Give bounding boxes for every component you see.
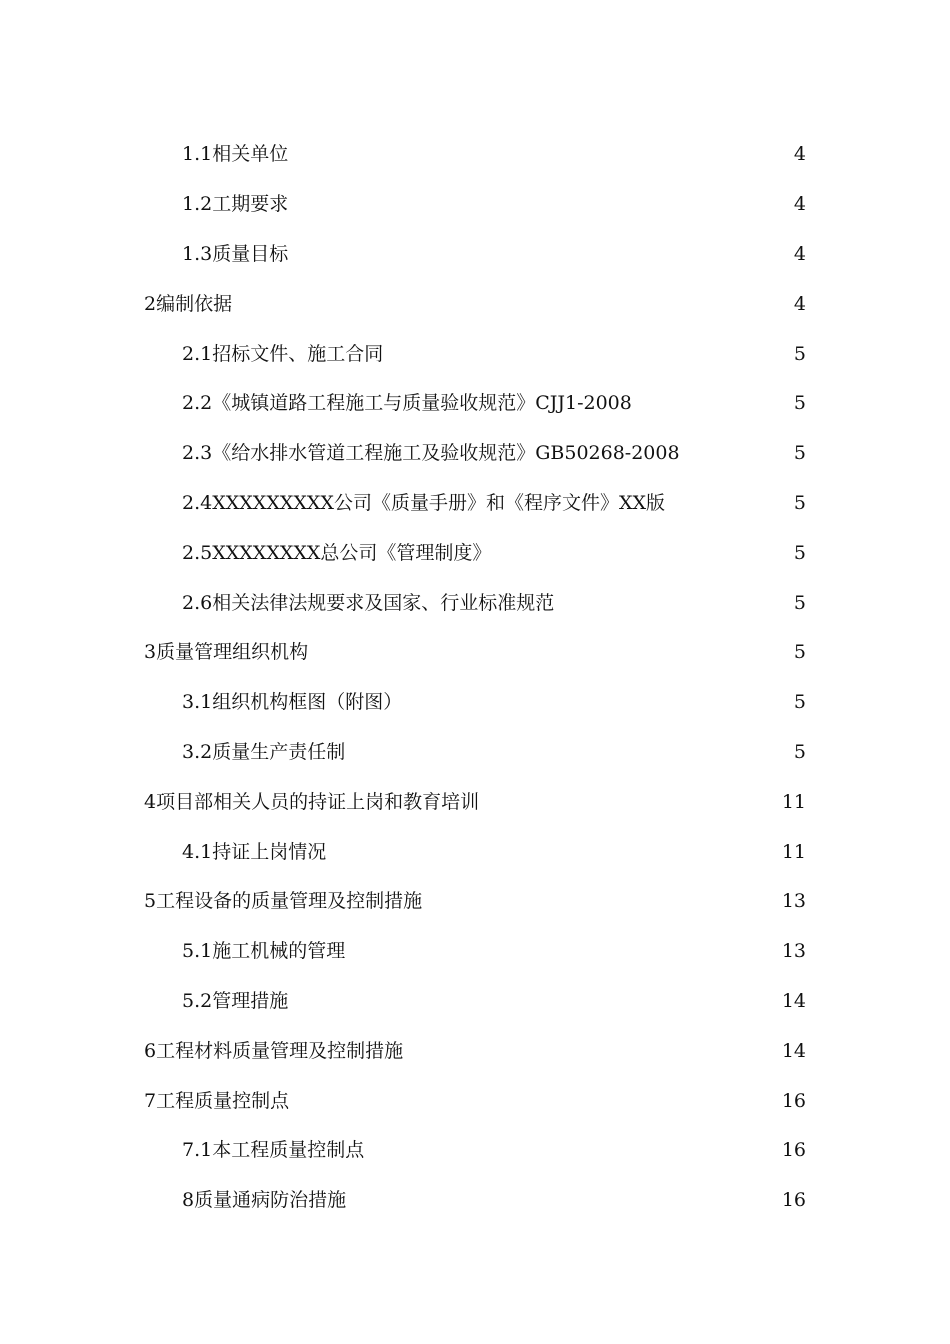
toc-entry[interactable] (0, 578, 950, 628)
toc-entry[interactable] (0, 1076, 950, 1126)
toc-entry-page-number: 5 (793, 342, 806, 365)
toc-entry[interactable] (0, 329, 950, 379)
toc-dot-leader (291, 145, 792, 164)
toc-entry[interactable] (0, 1026, 950, 1076)
toc-entry-page-number: 14 (781, 1039, 806, 1062)
toc-entry-page-number: 5 (793, 541, 806, 564)
toc-entry-title: 1.2工期要求 (182, 193, 289, 216)
toc-entry-title: 2编制依据 (144, 292, 233, 315)
toc-dot-leader (235, 295, 792, 314)
toc-dot-leader (311, 643, 792, 662)
toc-entry-page-number: 5 (793, 392, 806, 415)
toc-entry[interactable] (0, 528, 950, 578)
toc-entry-page-number: 13 (781, 890, 806, 913)
toc-entry-page-number: 11 (781, 790, 806, 813)
toc-entry[interactable] (0, 379, 950, 429)
toc-entry-title: 3.1组织机构框图（附图） (182, 691, 403, 714)
toc-entry[interactable] (0, 1126, 950, 1176)
toc-entry-title: 5工程设备的质量管理及控制措施 (144, 890, 423, 913)
toc-entry-title: 2.5XXXXXXXX总公司《管理制度》 (182, 541, 492, 564)
toc-entry[interactable] (0, 1176, 950, 1226)
toc-entry-page-number: 5 (793, 740, 806, 763)
toc-dot-leader (348, 743, 792, 762)
toc-entry-page-number: 11 (781, 840, 806, 863)
toc-entry-title: 5.1施工机械的管理 (182, 940, 346, 963)
toc-entry-title: 8质量通病防治措施 (182, 1189, 347, 1212)
toc-entry-title: 4项目部相关人员的持证上岗和教育培训 (144, 790, 480, 813)
toc-entry-title: 2.2《城镇道路工程施工与质量验收规范》CJJ1-2008 (182, 392, 632, 415)
toc-entry-page-number: 16 (781, 1139, 806, 1162)
toc-entry-page-number: 16 (781, 1089, 806, 1112)
toc-entry-title: 2.1招标文件、施工合同 (182, 342, 384, 365)
toc-entry-title: 2.4XXXXXXXXX公司《质量手册》和《程序文件》XX版 (182, 491, 666, 514)
toc-dot-leader (291, 245, 792, 264)
toc-dot-leader (635, 394, 792, 413)
toc-entry-page-number: 4 (793, 242, 806, 265)
toc-entry-title: 1.1相关单位 (182, 143, 289, 166)
toc-entry-title: 7.1本工程质量控制点 (182, 1139, 365, 1162)
toc-entry-page-number: 14 (781, 989, 806, 1012)
toc-entry[interactable] (0, 728, 950, 778)
toc-entry-page-number: 16 (781, 1189, 806, 1212)
toc-entry-title: 5.2管理措施 (182, 989, 289, 1012)
toc-entry[interactable] (0, 628, 950, 678)
toc-dot-leader (292, 1092, 780, 1111)
toc-entry-title: 7工程质量控制点 (144, 1089, 290, 1112)
toc-entry[interactable] (0, 777, 950, 827)
toc-dot-leader (386, 345, 792, 364)
toc-entry[interactable] (0, 130, 950, 180)
toc-entry-page-number: 5 (793, 591, 806, 614)
toc-entry-title: 2.3《给水排水管道工程施工及验收规范》GB50268-2008 (182, 442, 680, 465)
toc-dot-leader (494, 544, 791, 563)
toc-entry-page-number: 4 (793, 143, 806, 166)
toc-dot-leader (668, 494, 792, 513)
toc-entry-page-number: 4 (793, 292, 806, 315)
toc-entry-page-number: 5 (793, 641, 806, 664)
toc-entry[interactable] (0, 429, 950, 479)
toc-entry[interactable] (0, 180, 950, 230)
toc-entry-title: 4.1持证上岗情况 (182, 840, 327, 863)
toc-dot-leader (406, 1042, 780, 1061)
toc-dot-leader (557, 594, 792, 613)
toc-dot-leader (348, 942, 780, 961)
toc-entry-title: 6工程材料质量管理及控制措施 (144, 1039, 404, 1062)
toc-entry-title: 2.6相关法律法规要求及国家、行业标准规范 (182, 591, 555, 614)
toc-dot-leader (367, 1141, 780, 1160)
toc-entry-page-number: 5 (793, 691, 806, 714)
toc-entry[interactable] (0, 827, 950, 877)
toc-entry[interactable] (0, 279, 950, 329)
toc-dot-leader (349, 1191, 780, 1210)
table-of-contents (0, 130, 950, 1226)
toc-dot-leader (482, 793, 780, 812)
toc-dot-leader (405, 693, 792, 712)
toc-dot-leader (291, 992, 780, 1011)
toc-entry-page-number: 4 (793, 193, 806, 216)
toc-entry[interactable] (0, 678, 950, 728)
toc-entry[interactable] (0, 479, 950, 529)
toc-dot-leader (329, 843, 780, 862)
toc-dot-leader (683, 444, 792, 463)
toc-entry-page-number: 5 (793, 442, 806, 465)
toc-entry-title: 3.2质量生产责任制 (182, 740, 346, 763)
toc-entry[interactable] (0, 927, 950, 977)
toc-entry-page-number: 13 (781, 940, 806, 963)
toc-entry[interactable] (0, 877, 950, 927)
toc-entry-title: 1.3质量目标 (182, 242, 289, 265)
toc-entry-title: 3质量管理组织机构 (144, 641, 309, 664)
toc-dot-leader (291, 195, 792, 214)
toc-entry[interactable] (0, 230, 950, 280)
toc-entry[interactable] (0, 977, 950, 1027)
toc-entry-page-number: 5 (793, 491, 806, 514)
toc-dot-leader (425, 892, 780, 911)
